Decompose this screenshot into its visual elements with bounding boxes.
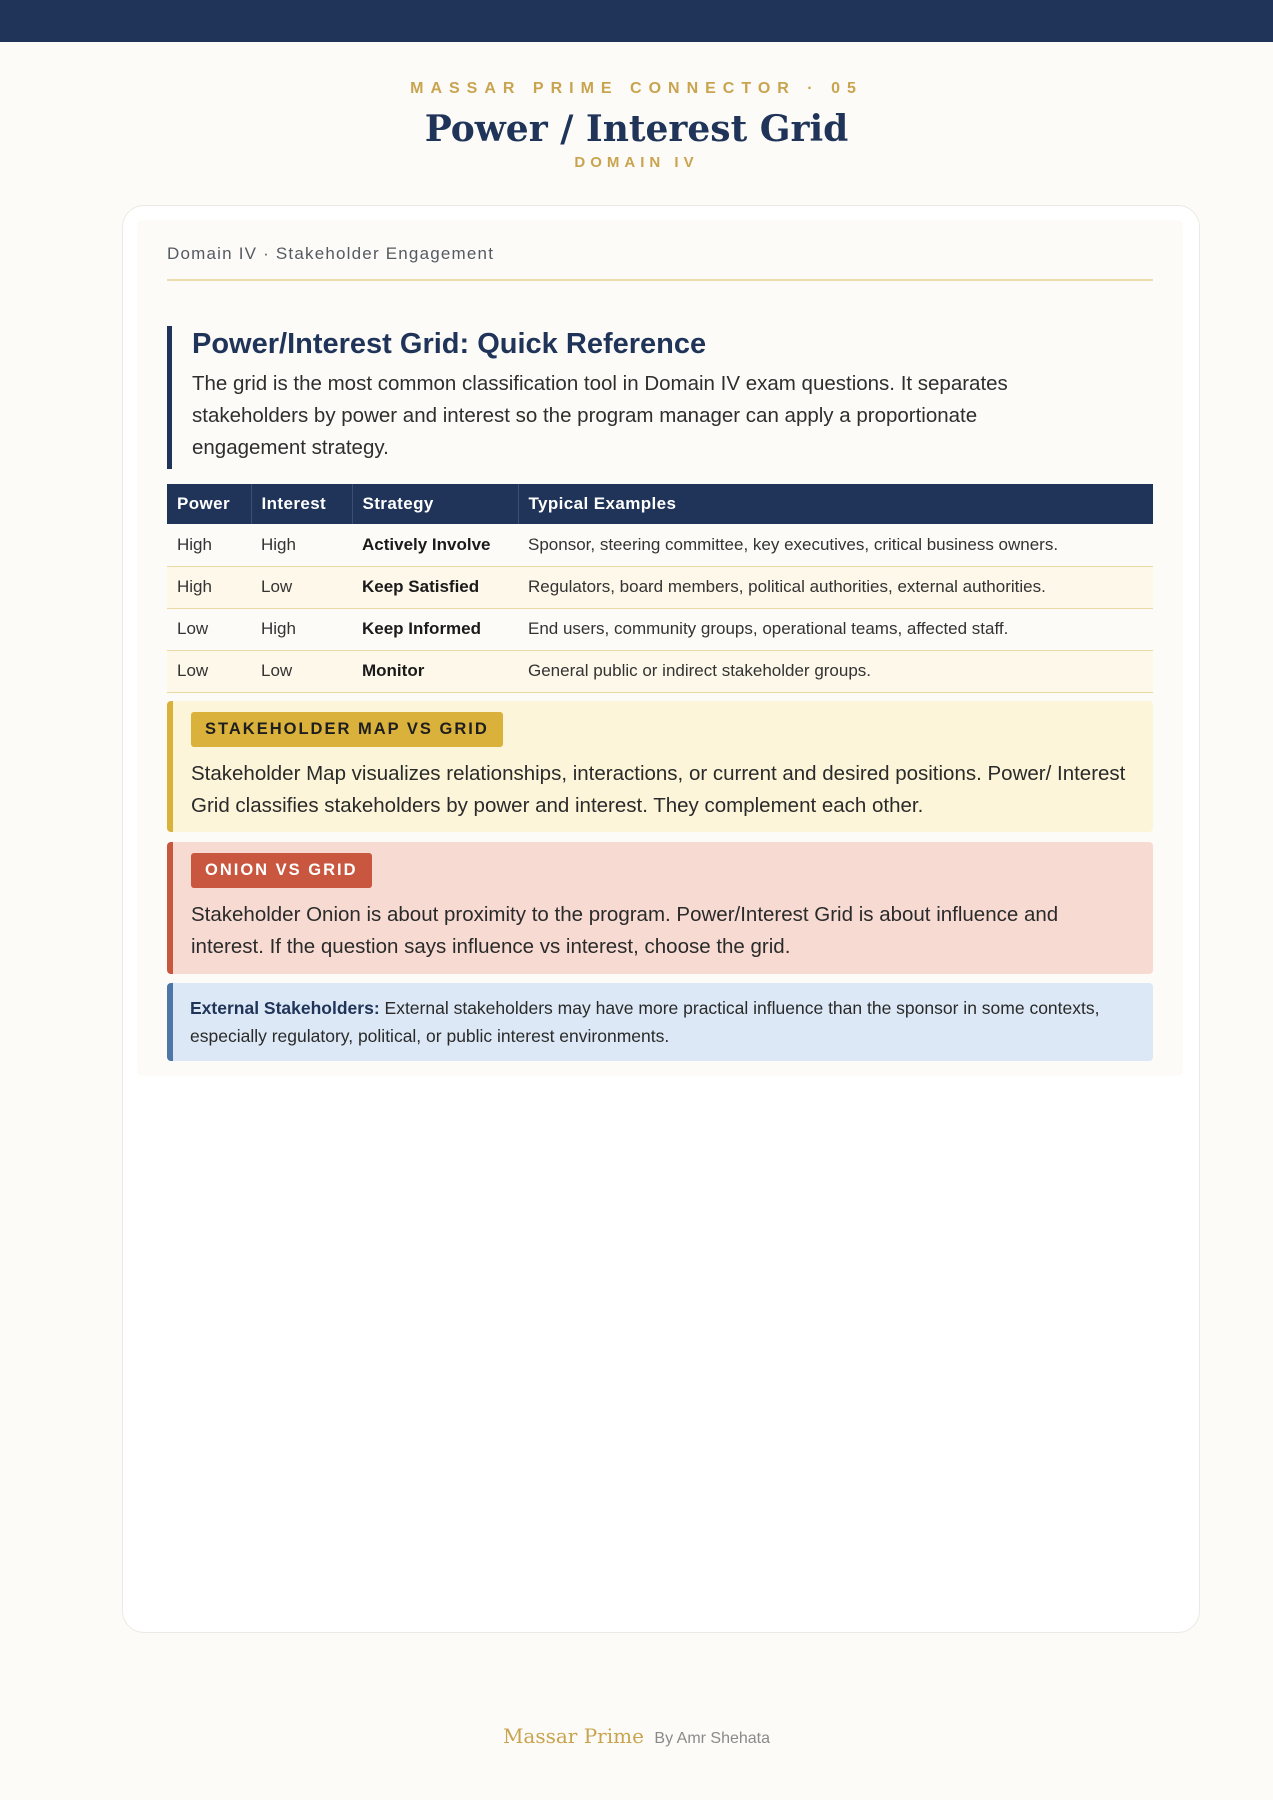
- table-cell-power: High: [167, 566, 251, 608]
- table-cell-interest: High: [251, 608, 352, 650]
- table-cell-strategy: Monitor: [352, 650, 518, 692]
- table-cell-interest: Low: [251, 650, 352, 692]
- table-row: [167, 608, 1153, 650]
- intro-block: [167, 326, 1067, 469]
- callout-text: Stakeholder Onion is about proximity to the program. Power/Interest Grid is about influence and interest. If the question says influence vs interest, choose the grid.: [191, 903, 1059, 958]
- table-cell-examples: Sponsor, steering committee, key executives, critical business owners.: [518, 524, 1153, 566]
- table-row: [167, 650, 1153, 692]
- callout-badge: ONION VS GRID: [191, 853, 372, 888]
- intro-text: The grid is the most common classification tool in Domain IV exam questions. It separates stakeholders by power and interest so the program manager can apply a proportionate engagement strategy.: [192, 372, 1008, 459]
- callout-map-vs-grid: [167, 701, 1153, 832]
- table-cell-strategy: Actively Involve: [352, 524, 518, 566]
- table-header-row: [167, 484, 1153, 524]
- callout-text: Stakeholder Map visualizes relationships, interactions, or current and desired positions. Power/ Interest Grid classifies stakeholders by power and interest. They complement each other.: [191, 762, 1126, 817]
- table-cell-examples: General public or indirect stakeholder groups.: [518, 650, 1153, 692]
- column-header-strategy: Strategy: [352, 484, 518, 524]
- table-cell-power: Low: [167, 608, 251, 650]
- breadcrumb-divider: [167, 279, 1153, 281]
- table-cell-strategy: Keep Informed: [352, 608, 518, 650]
- page-subtitle: DOMAIN IV: [574, 154, 699, 171]
- breadcrumb: Domain IV · Stakeholder Engagement: [167, 244, 495, 263]
- note-label: External Stakeholders:: [190, 998, 380, 1018]
- note-text: [190, 994, 1140, 1050]
- callout-badge: STAKEHOLDER MAP VS GRID: [191, 712, 503, 747]
- footer-author: By Amr Shehata: [654, 1730, 771, 1747]
- power-interest-table: [167, 484, 1153, 693]
- table-cell-examples: Regulators, board members, political authorities, external authorities.: [518, 566, 1153, 608]
- table-cell-power: High: [167, 524, 251, 566]
- column-header-examples: Typical Examples: [518, 484, 1153, 524]
- footer: [0, 1724, 1273, 1748]
- callout-onion-vs-grid: [167, 842, 1153, 974]
- table-cell-strategy: Keep Satisfied: [352, 566, 518, 608]
- eyebrow-label: MASSAR PRIME CONNECTOR · 05: [410, 80, 863, 97]
- note-body: External stakeholders may have more practical influence than the sponsor in some contexts, especially regulatory, political, or public interest environments.: [190, 998, 1100, 1046]
- column-header-power: Power: [167, 484, 251, 524]
- table-row: [167, 524, 1153, 566]
- intro-title: Power/Interest Grid: Quick Reference: [192, 328, 707, 360]
- page-title: Power / Interest Grid: [424, 108, 849, 150]
- table-cell-interest: Low: [251, 566, 352, 608]
- external-stakeholders-note: [167, 983, 1153, 1061]
- table-row: [167, 566, 1153, 608]
- top-bar: [0, 0, 1273, 42]
- table-cell-interest: High: [251, 524, 352, 566]
- table-cell-examples: End users, community groups, operational teams, affected staff.: [518, 608, 1153, 650]
- table-cell-power: Low: [167, 650, 251, 692]
- column-header-interest: Interest: [251, 484, 352, 524]
- footer-brand: Massar Prime: [502, 1724, 644, 1748]
